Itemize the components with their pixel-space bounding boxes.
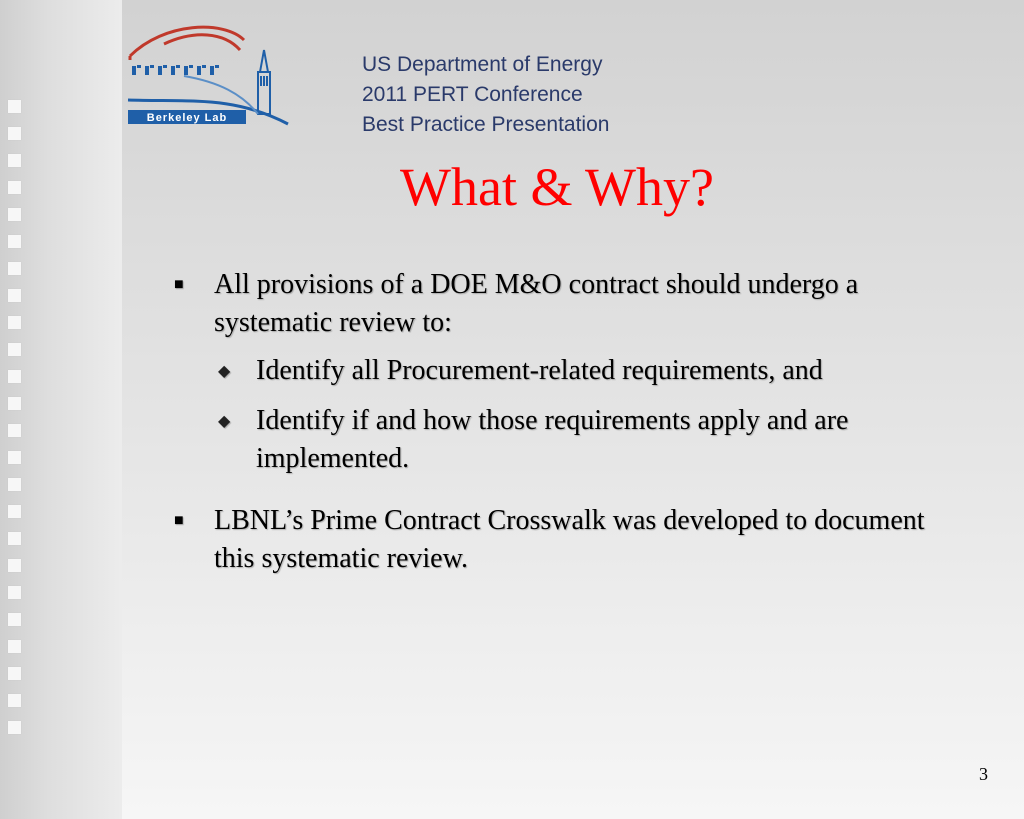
header-presentation-type: Best Practice Presentation [362,113,610,136]
slide-body [170,266,960,578]
berkeley-lab-logo [124,14,292,132]
sub-bullet-text: Identify if and how those requirements apply and are implemented. [256,405,849,474]
bullet-text: All provisions of a DOE M&O contract should undergo a systematic review to: [214,269,859,338]
diamond-bullet-icon: ◆ [218,363,231,380]
bullet-text: LBNL’s Prime Contract Crosswalk was developed to document this systematic review. [214,505,925,574]
square-bullet-icon: ■ [174,512,184,529]
sub-bullet-item [218,352,960,392]
bullet-item [170,266,960,342]
decorative-side-strip [0,0,122,819]
square-bullet-icon: ■ [174,276,184,293]
logo-text: Berkeley Lab [146,112,228,124]
sub-bullet-item [218,402,960,478]
page-number: 3 [979,764,988,784]
header-org: US Department of Energy [362,53,603,76]
sub-bullet-text: Identify all Procurement-related requirements, and [256,355,823,386]
header-conference: 2011 PERT Conference [362,83,583,106]
diamond-bullet-icon: ◆ [218,413,231,430]
bullet-item [170,502,960,578]
conference-header [362,50,609,140]
slide-title: What & Why? [400,157,714,217]
